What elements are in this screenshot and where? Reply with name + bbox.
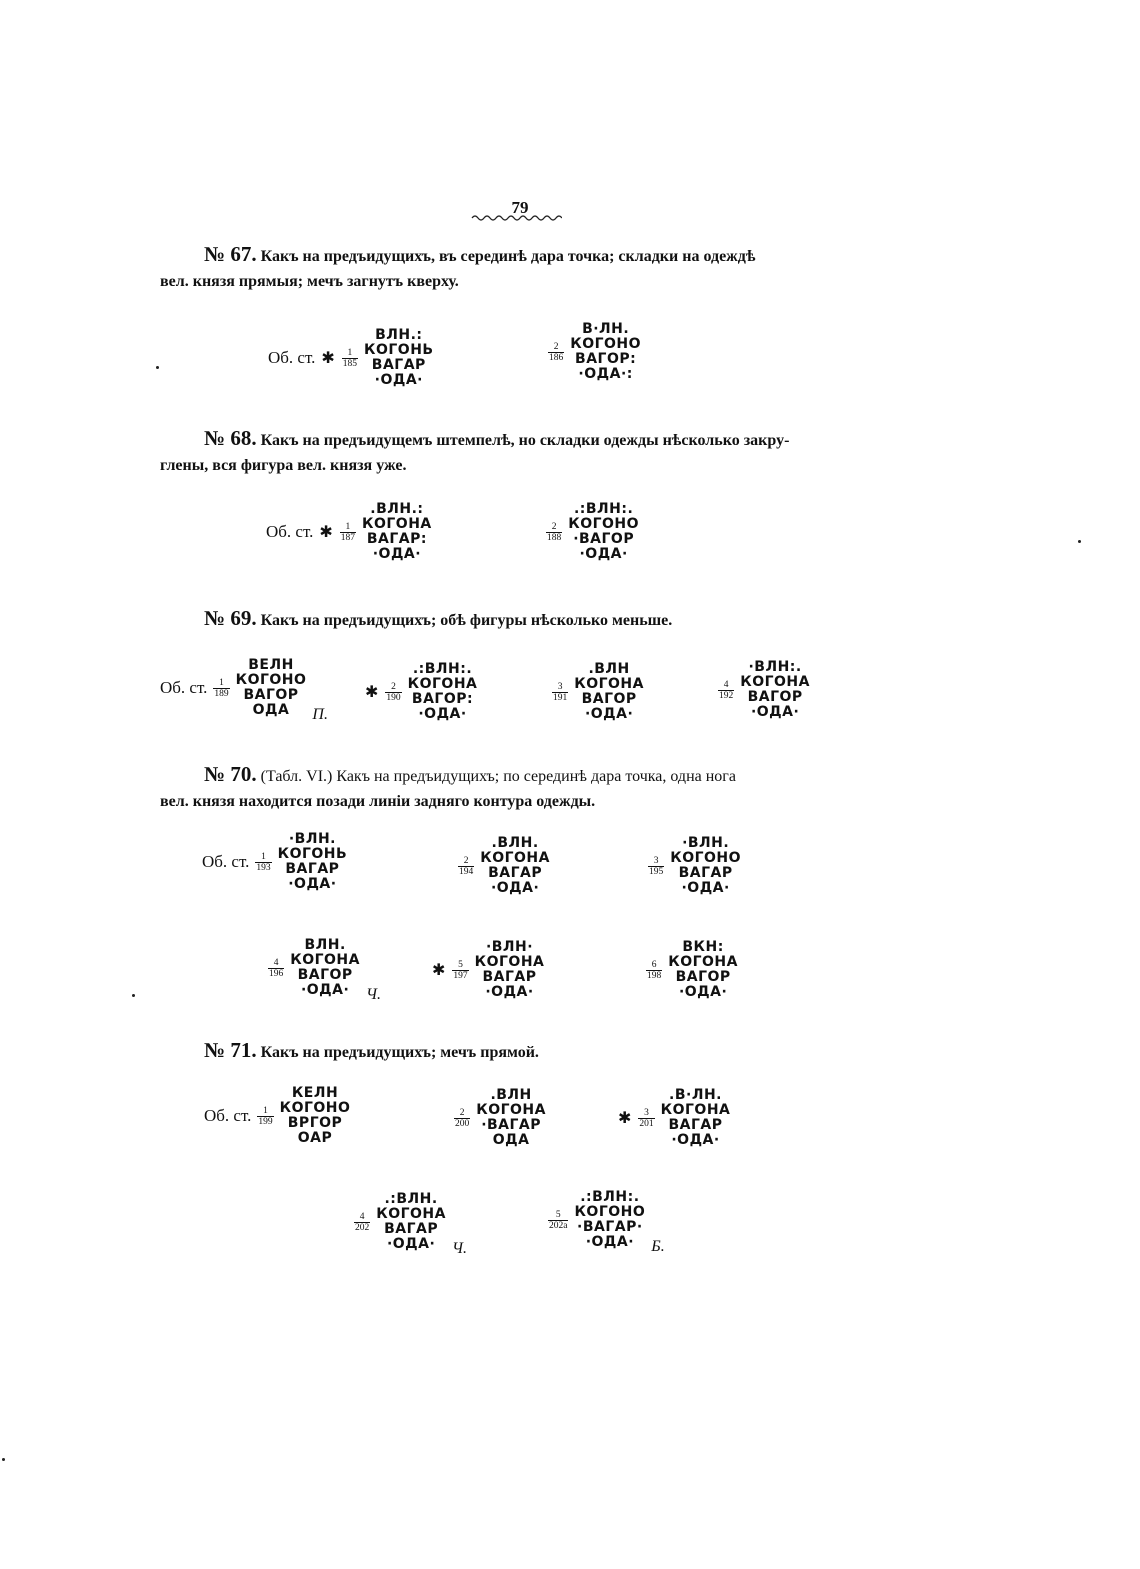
coin-item	[202, 832, 347, 892]
coin-legend	[670, 836, 741, 896]
legend-line: ·ВАГОР	[573, 531, 635, 547]
entry-text: Какъ на предъидущихъ, въ серединѣ дара точка; складки на одеждѣ	[260, 248, 756, 265]
coin-item	[548, 322, 641, 382]
collection-mark: Б.	[651, 1238, 665, 1255]
coin-fraction	[454, 1108, 470, 1129]
legend-line: ·ОДА·	[490, 880, 540, 896]
fraction-numerator: 5	[458, 959, 463, 970]
legend-line: ОАР	[297, 1130, 333, 1146]
legend-line: ВАГАР	[371, 357, 426, 373]
legend-line: ·ОДА·	[671, 1132, 720, 1148]
coin-legend	[661, 1088, 731, 1148]
coin-fraction	[718, 680, 734, 701]
legend-line: ·ОДА·	[585, 1234, 635, 1250]
entry-number: № 69.	[204, 606, 257, 630]
legend-line: ВАГОР	[297, 967, 353, 983]
legend-line: КОГОНЬ	[364, 342, 434, 358]
coin-item	[552, 662, 644, 722]
legend-line: ·ВЛН:.	[748, 659, 802, 675]
legend-line: ·ОДА·	[386, 1236, 436, 1252]
coin-item	[204, 1086, 350, 1146]
legend-line: КОГОНО	[279, 1100, 351, 1116]
entry-text: вел. князя находится позади линіи задняго контура одежды.	[160, 793, 596, 810]
fraction-denominator: 191	[553, 692, 568, 703]
fraction-numerator: 1	[347, 347, 353, 358]
legend-line: ВАГАР	[285, 861, 340, 877]
legend-line: ·ОДА·	[300, 982, 350, 998]
collection-mark: П.	[312, 706, 328, 723]
coin-fraction	[354, 1212, 370, 1233]
wavy-rule	[470, 212, 562, 222]
legend-line: ·ОДА·	[418, 706, 467, 722]
coin-fraction	[552, 682, 568, 703]
legend-line: КОГОНО	[570, 336, 642, 352]
legend-line: ·ОДА·	[678, 984, 728, 1000]
legend-line: .В·ЛН.	[669, 1087, 722, 1103]
legend-line: .:ВЛН:.	[580, 1189, 640, 1205]
fraction-numerator: 6	[651, 959, 657, 970]
legend-line: ·ОДА·	[288, 876, 337, 892]
legend-line: КОГОНА	[407, 676, 478, 692]
entry-71	[160, 1038, 870, 1065]
entry-number: № 68.	[204, 426, 257, 450]
fraction-numerator: 2	[551, 521, 557, 532]
entry-text: (Табл. VI.) Какъ на предъидущихъ; по серединѣ дара точка, одна нога	[260, 768, 736, 785]
legend-line: КОГОНО	[235, 672, 307, 688]
legend-line: ВАГОР	[675, 969, 731, 985]
entry-text: Какъ на предъидущихъ; мечъ прямой.	[260, 1044, 539, 1061]
legend-line: .ВЛН	[588, 661, 630, 677]
scan-speck	[1078, 540, 1081, 543]
legend-line: .ВЛН.	[491, 835, 539, 851]
legend-line: ·ВЛН.	[682, 835, 730, 851]
coin-legend	[668, 940, 738, 1000]
fraction-denominator: 195	[649, 866, 664, 877]
fraction-numerator: 3	[557, 681, 563, 692]
ob-st-label: Об. ст.	[202, 852, 250, 871]
legend-line: .ВЛН.:	[370, 501, 424, 517]
fraction-numerator: 2	[391, 681, 396, 692]
star-icon: ✱	[321, 350, 335, 367]
legend-line: ВАГОР	[581, 691, 637, 707]
coin-item	[458, 836, 550, 896]
legend-line: ·ОДА·	[485, 984, 534, 1000]
legend-line: ·ОДА·	[374, 372, 423, 388]
legend-line: В·ЛН.	[582, 321, 630, 337]
legend-line: ВАГАР	[384, 1221, 439, 1237]
legend-line: КОГОНА	[476, 1102, 546, 1118]
coin-fraction	[385, 682, 401, 703]
legend-line: КОГОНА	[362, 516, 432, 532]
coin-fraction	[638, 1108, 654, 1129]
coin-fraction	[548, 1210, 568, 1231]
legend-line: ВАГАР	[482, 969, 537, 985]
legend-line: ·ОДА·	[579, 546, 628, 562]
ob-st-label: Об. ст.	[268, 348, 316, 367]
fraction-numerator: 2	[553, 341, 559, 352]
legend-line: ·ОДА·	[750, 704, 800, 720]
star-icon: ✱	[432, 962, 446, 979]
coin-item	[546, 502, 639, 562]
fraction-numerator: 1	[219, 677, 224, 688]
coin-fraction	[648, 856, 664, 877]
entry-number: № 70.	[204, 762, 257, 786]
entry-69	[160, 606, 870, 633]
entry-68	[160, 426, 870, 478]
coin-item	[354, 1191, 467, 1257]
legend-line: ВРГОР	[287, 1115, 343, 1131]
coin-fraction	[548, 342, 564, 363]
entry-text: Какъ на предъидущихъ; обѣ фигуры нѣсколько меньше.	[260, 612, 673, 629]
fraction-numerator: 2	[459, 1107, 465, 1118]
legend-line: ВАГОР:	[411, 691, 474, 707]
fraction-denominator: 199	[258, 1116, 273, 1127]
fraction-denominator: 202	[355, 1222, 370, 1233]
scan-speck	[2, 1458, 5, 1461]
coin-item	[718, 660, 810, 720]
legend-line: КОГОНО	[670, 850, 742, 866]
fraction-denominator: 198	[647, 970, 662, 981]
fraction-denominator: 190	[386, 692, 401, 703]
entry-number: № 71.	[204, 1038, 257, 1062]
coin-legend	[475, 940, 545, 1000]
coin-item	[648, 836, 741, 896]
entry-text: вел. князя прямыя; мечъ загнутъ кверху.	[160, 273, 459, 290]
legend-line: .:ВЛН:.	[412, 661, 473, 677]
fraction-denominator: 200	[455, 1118, 470, 1129]
fraction-denominator: 202a	[549, 1220, 568, 1231]
ob-st-label: Об. ст.	[266, 522, 314, 541]
legend-line: .:ВЛН.	[384, 1191, 438, 1207]
legend-line: ВАГОР	[243, 687, 299, 703]
fraction-numerator: 3	[644, 1107, 649, 1118]
fraction-denominator: 193	[256, 862, 271, 873]
fraction-numerator: 2	[463, 855, 469, 866]
coin-legend	[376, 1192, 446, 1252]
coin-legend	[278, 832, 348, 892]
legend-line: ·ВАГАР	[481, 1117, 542, 1133]
legend-line: КОГОНА	[660, 1102, 731, 1118]
legend-line: ОДА	[492, 1132, 530, 1148]
coin-legend	[362, 502, 432, 562]
coin-fraction	[340, 522, 356, 543]
fraction-numerator: 1	[261, 851, 266, 862]
coin-fraction	[257, 1106, 273, 1127]
fraction-denominator: 185	[342, 358, 358, 369]
collection-mark: Ч.	[365, 986, 381, 1003]
coin-legend	[476, 1088, 546, 1148]
star-icon: ✱	[319, 524, 333, 541]
legend-line: КОГОНА	[376, 1206, 446, 1222]
fraction-numerator: 4	[723, 679, 729, 690]
scan-speck	[132, 994, 135, 997]
fraction-denominator: 196	[269, 968, 284, 979]
collection-mark: Ч.	[451, 1240, 467, 1257]
coin-legend	[570, 322, 641, 382]
legend-line: КОГОНЬ	[277, 846, 348, 862]
legend-line: ВАГАР:	[366, 531, 427, 547]
coin-legend	[364, 328, 434, 388]
legend-line: ОДА	[252, 702, 290, 718]
coin-fraction	[213, 678, 229, 699]
entry-70	[160, 762, 870, 814]
fraction-denominator: 197	[453, 970, 468, 981]
coin-legend	[408, 662, 478, 722]
legend-line: ·ОДА·	[584, 706, 634, 722]
legend-line: КОГОНО	[574, 1204, 646, 1220]
coin-legend	[568, 502, 639, 562]
legend-line: ·ВЛН.	[288, 831, 336, 847]
fraction-numerator: 5	[555, 1209, 561, 1220]
fraction-denominator: 194	[459, 866, 474, 877]
entry-67	[160, 242, 870, 294]
entry-number: № 67.	[204, 242, 257, 266]
coin-fraction	[255, 852, 271, 873]
fraction-denominator: 201	[639, 1118, 654, 1129]
page-number: 79	[511, 198, 529, 217]
entry-text: глены, вся фигура вел. князя уже.	[160, 457, 407, 474]
fraction-numerator: 4	[359, 1211, 365, 1222]
coin-item	[548, 1189, 665, 1255]
legend-line: .:ВЛН:.	[573, 501, 634, 517]
ob-st-label: Об. ст.	[204, 1106, 252, 1125]
legend-line: ВЛН.:	[375, 327, 423, 343]
fraction-denominator: 187	[340, 532, 356, 543]
legend-line: КОГОНА	[474, 954, 545, 970]
coin-item	[646, 940, 738, 1000]
legend-line: КОГОНА	[740, 674, 810, 690]
legend-line: ·ОДА·	[681, 880, 730, 896]
legend-line: ВАГОР	[747, 689, 803, 705]
legend-line: КОГОНА	[290, 952, 360, 968]
legend-line: ВАГАР	[678, 865, 733, 881]
legend-line: КОГОНА	[574, 676, 644, 692]
legend-line: ·ВЛН·	[485, 939, 534, 955]
coin-item	[268, 328, 434, 388]
star-icon: ✱	[365, 684, 379, 701]
legend-line: ВЛН.	[304, 937, 346, 953]
star-icon: ✱	[618, 1110, 632, 1127]
fraction-numerator: 1	[263, 1105, 268, 1116]
coin-fraction	[452, 960, 468, 981]
coin-item	[618, 1088, 730, 1148]
coin-fraction	[458, 856, 474, 877]
coin-legend	[280, 1086, 351, 1146]
legend-line: КОГОНА	[668, 954, 738, 970]
coin-fraction	[646, 960, 662, 981]
fraction-numerator: 1	[345, 521, 351, 532]
coin-fraction	[546, 522, 562, 543]
coin-legend	[290, 938, 360, 998]
coin-legend	[236, 658, 307, 718]
fraction-numerator: 3	[653, 855, 659, 866]
entry-text: Какъ на предъидущемъ штемпелѣ, но складки одежды нѣсколько закру-	[260, 432, 790, 449]
coin-item	[160, 657, 328, 723]
legend-line: КОГОНО	[568, 516, 640, 532]
legend-line: ·ОДА·	[372, 546, 422, 562]
fraction-denominator: 188	[547, 532, 562, 543]
fraction-denominator: 192	[719, 690, 734, 701]
fraction-denominator: 186	[549, 352, 564, 363]
coin-fraction	[342, 348, 358, 369]
legend-line: ВКН:	[682, 939, 724, 955]
coin-legend	[574, 1190, 645, 1250]
legend-line: .ВЛН	[490, 1087, 532, 1103]
coin-fraction	[268, 958, 284, 979]
fraction-numerator: 4	[273, 957, 279, 968]
coin-item	[266, 502, 432, 562]
coin-item	[454, 1088, 546, 1148]
legend-line: ВАГАР	[668, 1117, 723, 1133]
legend-line: ·ВАГАР·	[577, 1219, 643, 1235]
coin-legend	[480, 836, 550, 896]
legend-line: ·ОДА·:	[578, 366, 633, 382]
coin-legend	[740, 660, 810, 720]
fraction-denominator: 189	[214, 688, 229, 699]
scan-speck	[156, 366, 159, 369]
coin-item	[432, 940, 544, 1000]
coin-item	[268, 937, 381, 1003]
coin-legend	[574, 662, 644, 722]
legend-line: КЕЛН	[291, 1085, 339, 1101]
legend-line: ВАГОР:	[575, 351, 637, 367]
coin-item	[365, 662, 477, 722]
ob-st-label: Об. ст.	[160, 678, 208, 697]
legend-line: ВЕЛН	[248, 657, 294, 673]
legend-line: ВАГАР	[488, 865, 543, 881]
legend-line: КОГОНА	[480, 850, 550, 866]
